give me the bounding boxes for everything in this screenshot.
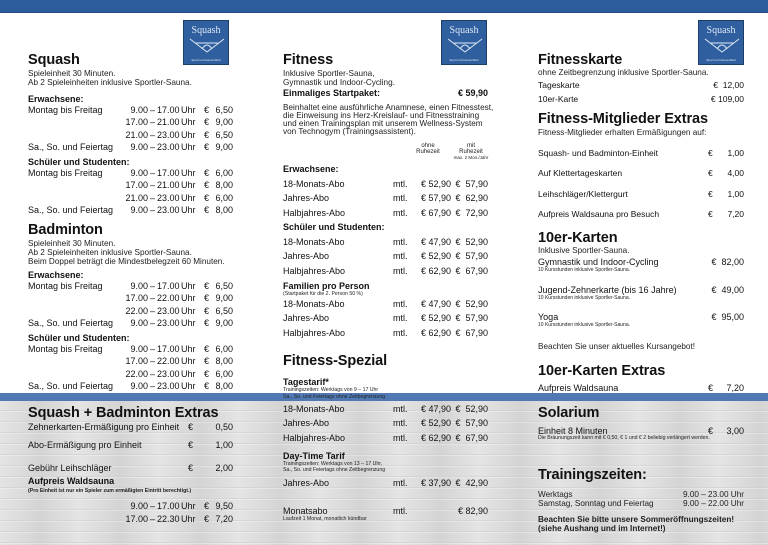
- zehnerkarte-price: € 82,00: [711, 257, 744, 267]
- row-dash: –: [150, 192, 156, 203]
- startpaket-desc-1: Beinhaltet eine ausführliche Anamnese, einen Fitnesstest,: [283, 103, 494, 112]
- row-currency: €: [204, 293, 210, 304]
- row-price: 6,00: [215, 168, 233, 178]
- row-dash: –: [150, 129, 156, 140]
- logo-text: Squash: [449, 25, 479, 36]
- squash-group-students: Schüler und Studenten:: [28, 157, 130, 167]
- abo-per: mtl.: [393, 432, 408, 443]
- abo-price-without-rest: € 52,90: [420, 313, 451, 324]
- row-unit: Uhr: [181, 105, 196, 115]
- abo-price-with-rest: € 52,90: [455, 299, 488, 309]
- row-to: 23.00: [157, 204, 180, 215]
- solarium-price: 3,00: [726, 426, 744, 436]
- row-from: 21.00: [125, 192, 148, 203]
- row-currency: €: [204, 368, 210, 379]
- member-extra-name: Aufpreis Waldsauna pro Besuch: [538, 208, 660, 219]
- sb-sauna-label: Aufpreis Waldsauna: [28, 476, 115, 486]
- row-from: 17.00: [125, 117, 148, 128]
- row-to: 21.00: [157, 117, 180, 128]
- solarium-currency: €: [708, 426, 714, 436]
- header-without-rest: [413, 143, 443, 155]
- sb-sauna-note: (Pro Einheit ist nur ein Spieler zum ermäßigten Eintritt berechtigt.): [28, 488, 192, 494]
- row-currency: €: [204, 105, 210, 115]
- row-price: 6,50: [215, 105, 233, 115]
- squash-desc-2: Ab 2 Spieleinheiten inklusive Sportler-Sauna.: [28, 78, 192, 87]
- abo-price-with-rest: € 52,90: [455, 237, 488, 247]
- extra-label: Zehnerkarten-Ermäßigung pro Einheit: [28, 422, 180, 432]
- row-currency: €: [204, 281, 210, 291]
- abo-name: 18-Monats-Abo: [283, 237, 345, 247]
- squash-title: Squash: [28, 52, 80, 68]
- row-currency: €: [204, 204, 210, 215]
- training-hint-2: (siehe Aushang und im Internet!): [538, 524, 666, 533]
- row-currency: €: [204, 129, 210, 140]
- abo-price-without-rest: € 52,90: [420, 251, 451, 262]
- logo-text: Squash: [191, 25, 221, 36]
- abo-price-without-rest: € 57,90: [420, 193, 451, 204]
- row-dash: –: [150, 305, 156, 316]
- monatsabo-price: € 82,90: [457, 506, 488, 516]
- abo-name: Jahres-Abo: [283, 193, 330, 204]
- row-price: 6,00: [215, 368, 233, 379]
- abo-per: mtl.: [393, 327, 408, 338]
- abo-name: Jahres-Abo: [283, 418, 330, 429]
- row-from: 22.00: [125, 368, 148, 379]
- row-unit: Uhr: [181, 380, 196, 391]
- row-price: 8,00: [215, 204, 233, 215]
- row-from: 9.00: [130, 168, 148, 178]
- abo-name: Jahres-Abo: [283, 478, 330, 488]
- badminton-group-students: Schüler und Studenten:: [28, 333, 130, 343]
- zehnerkarte-name: Jugend-Zehnerkarte (bis 16 Jahre): [538, 284, 677, 295]
- abo-price-with-rest: € 67,90: [455, 327, 488, 338]
- abo-per: mtl.: [393, 237, 408, 247]
- row-day: Montag bis Freitag: [28, 344, 103, 354]
- row-to: 22.00: [157, 293, 180, 304]
- row-dash: –: [150, 293, 156, 304]
- card-price: € 12,00: [713, 80, 744, 90]
- extra-price: 0,50: [215, 422, 233, 432]
- row-day: Sa., So. und Feiertag: [28, 380, 114, 391]
- row-day: Montag bis Freitag: [28, 105, 103, 115]
- badminton-group-adults: Erwachsene:: [28, 270, 84, 280]
- row-to: 17.00: [157, 344, 180, 354]
- row-price: 9,00: [215, 117, 233, 128]
- row-price: 9,00: [215, 293, 233, 304]
- row-price: 6,50: [215, 129, 233, 140]
- row-from: 9.00: [130, 204, 148, 215]
- row-unit: Uhr: [181, 168, 196, 178]
- fitnesskarte-title: Fitnesskarte: [538, 52, 623, 68]
- row-day: Montag bis Freitag: [28, 168, 103, 178]
- row-price: 7,20: [215, 513, 233, 524]
- row-to: 17.00: [157, 501, 180, 511]
- member-extra-price: 1,00: [727, 188, 744, 199]
- badminton-desc-2: Ab 2 Spieleinheiten inklusive Sportler-Sauna.: [28, 248, 192, 257]
- row-from: 9.00: [130, 317, 148, 328]
- badminton-desc-3: Beim Doppel beträgt die Mindestbelegzeit 60 Minuten.: [28, 257, 225, 266]
- daytime-note-1: Trainingszeiten: Werktags von 13 – 17 Uhr,: [283, 461, 383, 467]
- column-cards-extras: [538, 0, 748, 545]
- fitnesskarte-desc: ohne Zeitbegrenzung inklusive Sportler-Sauna.: [538, 68, 709, 77]
- row-unit: Uhr: [181, 293, 196, 304]
- header-with-note: max. 2 Mon./Jahr: [453, 155, 489, 160]
- abo-price-without-rest: € 37,90: [420, 478, 451, 488]
- abo-price-without-rest: € 62,90: [420, 265, 451, 276]
- startpaket-desc-2: die Einweisung ins Herz-Kreislauf- und Fitnesstraining: [283, 111, 480, 120]
- row-to: 21.00: [157, 180, 180, 191]
- row-from: 17.00: [125, 180, 148, 191]
- abo-price-without-rest: € 47,90: [420, 404, 451, 414]
- row-to: 17.00: [157, 105, 180, 115]
- startpaket-price: € 59,90: [457, 88, 488, 98]
- header-with-1: mit: [467, 143, 475, 149]
- startpaket-label: Einmaliges Startpaket:: [283, 88, 381, 98]
- row-to: 23.00: [157, 380, 180, 391]
- row-dash: –: [150, 344, 156, 354]
- badminton-desc-1: Spieleinheit 30 Minuten.: [28, 239, 116, 248]
- row-dash: –: [150, 356, 156, 367]
- header-without-2: Ruhezeit: [416, 149, 440, 155]
- startpaket-desc-3: und einen Trainingsplan mit unserem Wellness-System: [283, 119, 483, 128]
- row-dash: –: [150, 204, 156, 215]
- card-price: € 109,00: [710, 93, 744, 104]
- header-with-2: Ruhezeit: [459, 149, 483, 155]
- mitglieder-extras-desc: Fitness-Mitglieder erhalten Ermäßigungen auf:: [538, 128, 707, 137]
- row-unit: Uhr: [181, 501, 196, 511]
- racket-icon: [446, 37, 484, 55]
- extra-currency: €: [188, 422, 194, 432]
- logo-text: Squash: [706, 25, 736, 36]
- row-currency: €: [204, 380, 210, 391]
- fitness-family-note: (Startpaket für die 2. Person 50 %): [283, 291, 363, 297]
- row-unit: Uhr: [181, 204, 196, 215]
- zehnerkarten-desc: Inklusive Sportler-Sauna.: [538, 246, 630, 255]
- row-dash: –: [150, 501, 156, 511]
- extra-currency: €: [188, 440, 194, 450]
- abo-price-without-rest: € 47,90: [420, 237, 451, 247]
- abo-per: mtl.: [393, 478, 408, 488]
- mitglieder-extras-title: Fitness-Mitglieder Extras: [538, 111, 708, 127]
- row-from: 17.00: [125, 356, 148, 367]
- solarium-note: Die Bräunungszeit kann mit € 0,50, € 1 und € 2 beliebig verlängert werden.: [538, 435, 710, 441]
- row-unit: Uhr: [181, 317, 196, 328]
- row-from: 9.00: [130, 344, 148, 354]
- abo-per: mtl.: [393, 299, 408, 309]
- row-price: 8,00: [215, 356, 233, 367]
- abo-price-with-rest: € 42,90: [455, 478, 488, 488]
- member-extra-price: 7,20: [727, 208, 744, 219]
- row-day: Sa., So. und Feiertag: [28, 204, 114, 215]
- abo-name: Jahres-Abo: [283, 251, 330, 262]
- row-price: 6,50: [215, 305, 233, 316]
- row-dash: –: [150, 513, 156, 524]
- fitness-desc-1: Inklusive Sportler-Sauna,: [283, 69, 375, 78]
- row-currency: €: [204, 513, 210, 524]
- solarium-title: Solarium: [538, 405, 600, 421]
- abo-name: Halbjahres-Abo: [283, 432, 346, 443]
- zehnerkarten-hint: Beachten Sie unser aktuelles Kursangebot!: [538, 342, 696, 351]
- zehnerkarte-extra-currency: €: [708, 383, 714, 393]
- row-from: 21.00: [125, 129, 148, 140]
- abo-name: Halbjahres-Abo: [283, 327, 346, 338]
- row-unit: Uhr: [181, 180, 196, 191]
- abo-per: mtl.: [393, 193, 408, 204]
- daytime-label: Day-Time Tarif: [283, 451, 345, 461]
- training-day-1: Werktags: [538, 490, 573, 499]
- row-from: 17.00: [125, 513, 148, 524]
- tagestarif-note-1: Trainingszeiten: Werktags von 9 – 17 Uhr: [283, 387, 379, 393]
- abo-name: Jahres-Abo: [283, 313, 330, 324]
- logo-subtext: Sport und Gesundheit: [449, 58, 479, 62]
- zehnerkarten-extras-title: 10er-Karten Extras: [538, 363, 666, 379]
- row-to: 23.00: [157, 129, 180, 140]
- row-to: 23.00: [157, 317, 180, 328]
- squash-logo: [698, 20, 744, 65]
- row-to: 23.00: [157, 305, 180, 316]
- row-unit: Uhr: [181, 141, 196, 152]
- abo-name: 18-Monats-Abo: [283, 179, 345, 189]
- training-day-2: Samstag, Sonntag und Feiertag: [538, 499, 654, 508]
- row-price: 9,00: [215, 141, 233, 152]
- squash-desc-1: Spieleinheit 30 Minuten.: [28, 69, 116, 78]
- fitness-title: Fitness: [283, 52, 334, 68]
- abo-name: 18-Monats-Abo: [283, 404, 345, 414]
- abo-name: Halbjahres-Abo: [283, 265, 346, 276]
- card-name: Tageskarte: [538, 80, 580, 90]
- abo-per: mtl.: [393, 265, 408, 276]
- row-price: 6,00: [215, 344, 233, 354]
- abo-per: mtl.: [393, 418, 408, 429]
- fitness-group-family: Familien pro Person: [283, 281, 370, 291]
- zehnerkarte-name: Gymnastik und Indoor-Cycling: [538, 257, 659, 267]
- abo-price-without-rest: € 62,90: [420, 432, 451, 443]
- row-currency: €: [204, 305, 210, 316]
- zehnerkarten-title: 10er-Karten: [538, 230, 618, 246]
- zehnerkarte-price: € 95,00: [711, 312, 744, 322]
- row-from: 9.00: [130, 281, 148, 291]
- row-dash: –: [150, 380, 156, 391]
- row-unit: Uhr: [181, 281, 196, 291]
- card-name: 10er-Karte: [538, 93, 579, 104]
- tagestarif-note-2: Sa., So. und Feiertags ohne Zeitbegrenzung: [283, 394, 386, 400]
- racket-icon: [188, 37, 226, 55]
- trainingszeiten-title: Trainingszeiten:: [538, 467, 647, 483]
- abo-price-without-rest: € 62,90: [420, 327, 451, 338]
- row-unit: Uhr: [181, 356, 196, 367]
- abo-price-with-rest: € 57,90: [455, 251, 488, 262]
- row-price: 6,00: [215, 192, 233, 203]
- member-extra-price: 1,00: [727, 148, 744, 158]
- badminton-title: Badminton: [28, 222, 103, 238]
- abo-price-without-rest: € 67,90: [420, 207, 451, 218]
- row-unit: Uhr: [181, 513, 196, 524]
- row-to: 23.00: [157, 141, 180, 152]
- zehnerkarte-name: Yoga: [538, 312, 559, 322]
- row-to: 22.00: [157, 356, 180, 367]
- row-from: 17.00: [125, 293, 148, 304]
- row-currency: €: [204, 192, 210, 203]
- row-dash: –: [150, 168, 156, 178]
- abo-price-with-rest: € 62,90: [455, 193, 488, 204]
- row-from: 9.00: [130, 105, 148, 115]
- row-dash: –: [150, 141, 156, 152]
- abo-per: mtl.: [393, 404, 408, 414]
- row-price: 9,00: [215, 317, 233, 328]
- extra-label: Abo-Ermäßigung pro Einheit: [28, 440, 142, 450]
- zehnerkarte-price: € 49,00: [711, 284, 744, 295]
- row-currency: €: [204, 501, 210, 511]
- row-dash: –: [150, 368, 156, 379]
- row-dash: –: [150, 117, 156, 128]
- member-extra-currency: €: [708, 188, 713, 199]
- extra-price: 2,00: [215, 463, 233, 473]
- abo-per: mtl.: [393, 251, 408, 262]
- row-price: 8,00: [215, 180, 233, 191]
- row-from: 9.00: [130, 141, 148, 152]
- fitness-spezial-title: Fitness-Spezial: [283, 353, 388, 369]
- row-currency: €: [204, 344, 210, 354]
- solarium-name: Einheit 8 Minuten: [538, 426, 608, 436]
- row-dash: –: [150, 281, 156, 291]
- member-extra-name: Squash- und Badminton-Einheit: [538, 148, 659, 158]
- training-time-2: 9.00 – 22.00 Uhr: [683, 499, 744, 508]
- zehnerkarte-note: 10 Kursstunden inklusive Sportler-Sauna.: [538, 294, 630, 301]
- fitness-group-adults: Erwachsene:: [283, 164, 339, 174]
- zehnerkarte-note: 10 Kursstunden inklusive Sportler-Sauna.: [538, 322, 630, 328]
- logo-subtext: Sport und Gesundheit: [191, 58, 221, 62]
- zehnerkarte-note: 10 Kursstunden inklusive Sportler-Sauna.: [538, 267, 630, 273]
- fitness-desc-2: Gymnastik und Indoor-Cycling.: [283, 78, 395, 87]
- logo-subtext: Sport und Gesundheit: [706, 58, 736, 62]
- abo-name: 18-Monats-Abo: [283, 299, 345, 309]
- squash-logo: [441, 20, 487, 65]
- row-unit: Uhr: [181, 129, 196, 140]
- row-from: 9.00: [130, 501, 148, 511]
- row-unit: Uhr: [181, 117, 196, 128]
- row-currency: €: [204, 356, 210, 367]
- daytime-note-2: Sa., So. und Feiertags ohne Zeitbegrenzung: [283, 467, 386, 473]
- training-hint-1: Beachten Sie bitte unsere Sommeröffnungszeiten!: [538, 515, 735, 524]
- row-unit: Uhr: [181, 368, 196, 379]
- row-day: Montag bis Freitag: [28, 281, 103, 291]
- abo-per: mtl.: [393, 179, 408, 189]
- column-fitness: [283, 0, 494, 545]
- extra-label: Gebühr Leihschläger: [28, 463, 112, 473]
- abo-per: mtl.: [393, 207, 408, 218]
- row-from: 22.00: [125, 305, 148, 316]
- member-extra-currency: €: [708, 148, 713, 158]
- extra-price: 1,00: [215, 440, 233, 450]
- abo-price-with-rest: € 67,90: [455, 432, 488, 443]
- tagestarif-label: Tagestarif*: [283, 377, 329, 387]
- zehnerkarte-extra-name: Aufpreis Waldsauna: [538, 383, 619, 393]
- member-extra-name: Leihschläger/Klettergurt: [538, 188, 628, 199]
- abo-name: Halbjahres-Abo: [283, 207, 346, 218]
- abo-per: mtl.: [393, 313, 408, 324]
- row-to: 22.30: [157, 513, 180, 524]
- abo-price-with-rest: € 57,90: [455, 418, 488, 429]
- row-price: 6,50: [215, 281, 233, 291]
- monatsabo-per: mtl.: [393, 506, 408, 516]
- abo-price-with-rest: € 52,90: [455, 404, 488, 414]
- sb-extras-title: Squash + Badminton Extras: [28, 405, 219, 421]
- member-extra-currency: €: [708, 208, 713, 219]
- row-dash: –: [150, 317, 156, 328]
- extra-currency: €: [188, 463, 194, 473]
- startpaket-desc-4: von Technogym (Trainingsassistent).: [283, 127, 416, 136]
- header-with-rest: [451, 143, 491, 161]
- abo-price-with-rest: € 57,90: [455, 179, 488, 189]
- abo-price-without-rest: € 52,90: [420, 418, 451, 429]
- row-unit: Uhr: [181, 344, 196, 354]
- row-price: 9,50: [215, 501, 233, 511]
- monatsabo-name: Monatsabo: [283, 506, 328, 516]
- row-currency: €: [204, 168, 210, 178]
- row-dash: –: [150, 180, 156, 191]
- squash-logo: [183, 20, 229, 65]
- row-unit: Uhr: [181, 305, 196, 316]
- zehnerkarte-extra-price: 7,20: [726, 383, 744, 393]
- row-from: 9.00: [130, 380, 148, 391]
- row-to: 17.00: [157, 168, 180, 178]
- row-unit: Uhr: [181, 192, 196, 203]
- row-dash: –: [150, 105, 156, 115]
- column-squash-badminton: [28, 0, 233, 545]
- row-currency: €: [204, 180, 210, 191]
- header-without-1: ohne: [421, 143, 435, 149]
- training-time-1: 9.00 – 23.00 Uhr: [683, 490, 744, 499]
- abo-price-with-rest: € 57,90: [455, 313, 488, 324]
- abo-price-with-rest: € 72,90: [455, 207, 488, 218]
- monatsabo-note: Laufzeit 1 Monat, monatlich kündbar: [283, 516, 367, 522]
- row-to: 23.00: [157, 368, 180, 379]
- member-extra-name: Auf Klettertageskarten: [538, 168, 623, 179]
- row-currency: €: [204, 317, 210, 328]
- squash-group-adults: Erwachsene:: [28, 94, 84, 104]
- row-day: Sa., So. und Feiertag: [28, 317, 114, 328]
- abo-price-without-rest: € 52,90: [420, 179, 451, 189]
- racket-icon: [703, 37, 741, 55]
- fitness-group-students: Schüler und Studenten:: [283, 222, 385, 232]
- row-currency: €: [204, 141, 210, 152]
- abo-price-with-rest: € 67,90: [455, 265, 488, 276]
- row-to: 17.00: [157, 281, 180, 291]
- row-to: 23.00: [157, 192, 180, 203]
- abo-price-without-rest: € 47,90: [420, 299, 451, 309]
- member-extra-price: 4,00: [727, 168, 744, 179]
- row-day: Sa., So. und Feiertag: [28, 141, 114, 152]
- member-extra-currency: €: [708, 168, 713, 179]
- row-currency: €: [204, 117, 210, 128]
- row-price: 8,00: [215, 380, 233, 391]
